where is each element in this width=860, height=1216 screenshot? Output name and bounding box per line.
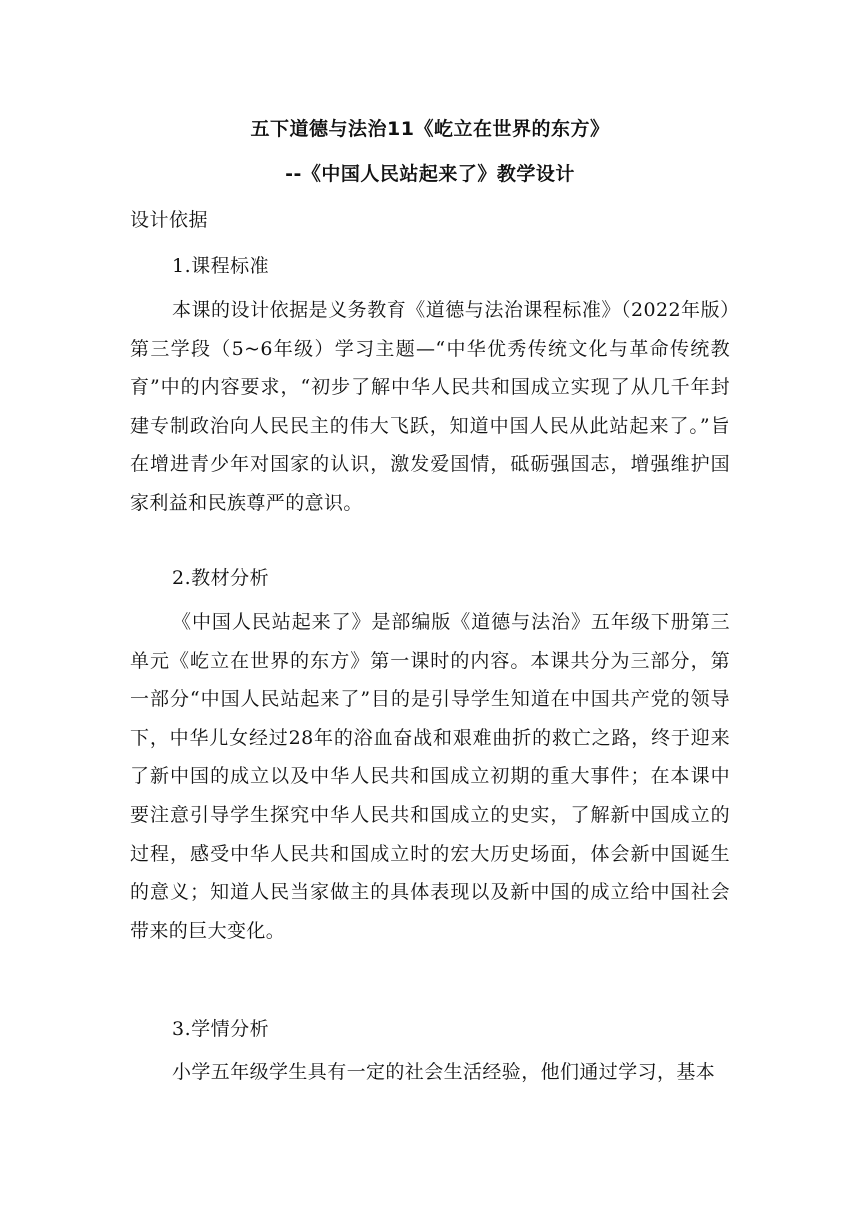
paragraph-textbook-analysis: 《中国人民站起来了》是部编版《道德与法治》五年级下册第三单元《屹立在世界的东方》第一课时的内容。本课共分为三部分，第一部分“中国人民站起来了”目的是引导学生知道在中国共产党的领导下，中华儿女经过28年的浴血奋战和艰难曲折的救亡之路，终于迎来了新中国的成立以及中华人民共和国成立初期的重大事件；在本课中要注意引导学生探究中华人民共和国成立的史实，了解新中国成立的过程，感受中华人民共和国成立时的宏大历史场面，体会新中国诞生的意义；知道人民当家做主的具体表现以及新中国的成立给中国社会带来的巨大变化。 bbox=[130, 611, 730, 942]
subsection-heading-student-analysis: 3.学情分析 bbox=[172, 1018, 270, 1040]
document-subtitle: --《中国人民站起来了》教学设计 bbox=[285, 163, 575, 185]
paragraph-student-analysis: 小学五年级学生具有一定的社会生活经验，他们通过学习，基本 bbox=[172, 1061, 716, 1083]
subsection-heading-textbook-analysis: 2.教材分析 bbox=[172, 567, 270, 589]
section-heading-design-basis: 设计依据 bbox=[130, 209, 209, 231]
subsection-heading-curriculum-standard: 1.课程标准 bbox=[172, 255, 270, 277]
document-title: 五下道德与法治11《屹立在世界的东方》 bbox=[250, 118, 610, 140]
paragraph-curriculum-standard: 本课的设计依据是义务教育《道德与法治课程标准》（2022年版）第三学段（5~6年级）学习主题—“中华优秀传统文化与革命传统教育”中的内容要求，“初步了解中华人民共和国成立实现了从几千年封建专制政治向人民民主的伟大飞跃，知道中国人民从此站起来了。”旨在增进青少年对国家的认识，激发爱国情，砥砺强国志，增强维护国家利益和民族尊严的意识。 bbox=[130, 299, 730, 514]
